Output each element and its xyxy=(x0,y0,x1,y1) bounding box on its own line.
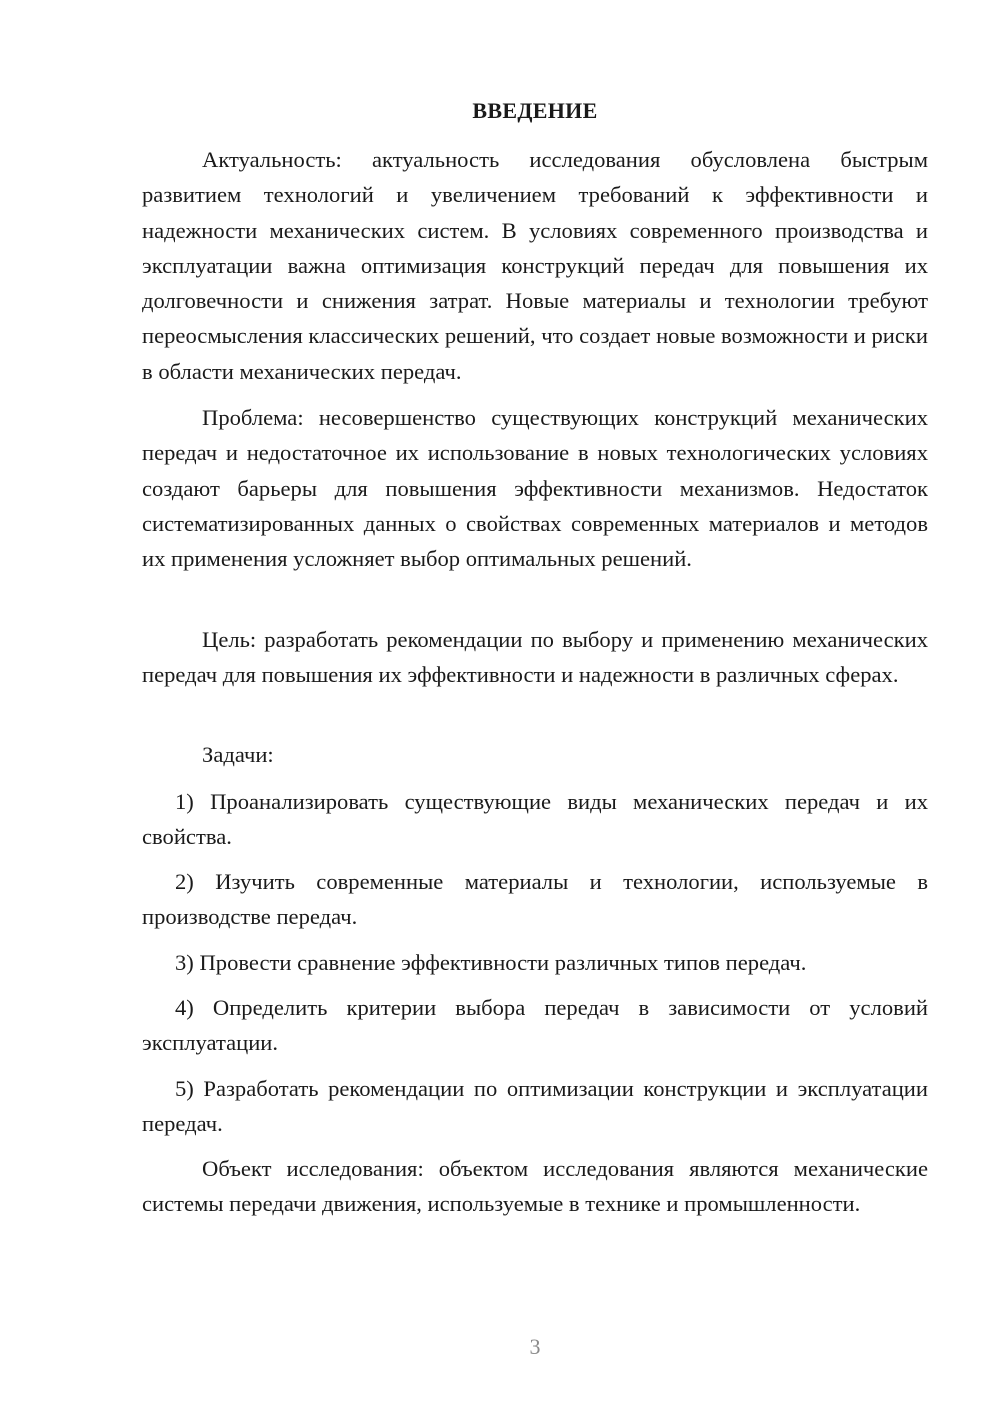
paragraph-goal: Цель: разработать рекомендации по выбору и применению механических передач для повышения их эффективности и надежности в различных сферах. xyxy=(142,627,928,688)
paragraph-object: Объект исследования: объектом исследования являются механические системы передачи движения, используемые в технике и промышленности. xyxy=(142,1156,928,1217)
task-item-3: 3) Провести сравнение эффективности различных типов передач. xyxy=(175,950,807,975)
task-item-1: 1) Проанализировать существующие виды механических передач и их свойства. xyxy=(142,789,928,850)
paragraph-problem: Проблема: несовершенство существующих конструкций механических передач и недостаточное их использование в новых технологических условиях создают барьеры для повышения эффективности механизмов. Недостаток систематизированных данных о свойствах современных материалов и методов их применения усложняет выбор оптимальных решений. xyxy=(142,405,928,572)
tasks-heading: Задачи: xyxy=(202,742,274,767)
page-title: ВВЕДЕНИЕ xyxy=(472,98,598,123)
task-item-4: 4) Определить критерии выбора передач в зависимости от условий эксплуатации. xyxy=(142,995,928,1056)
paragraph-relevance: Актуальность: актуальность исследования обусловлена быстрым развитием технологий и увеличением требований к эффективности и надежности механических систем. В условиях современного производства и эксплуатации важна оптимизация конструкций передач для повышения их долговечности и снижения затрат. Новые материалы и технологии требуют переосмысления классических решений, что создает новые возможности и риски в области механических передач. xyxy=(142,147,928,384)
page-number: 3 xyxy=(529,1334,541,1359)
task-item-5: 5) Разработать рекомендации по оптимизации конструкции и эксплуатации передач. xyxy=(142,1076,928,1137)
task-item-2: 2) Изучить современные материалы и технологии, используемые в производстве передач. xyxy=(142,869,928,930)
